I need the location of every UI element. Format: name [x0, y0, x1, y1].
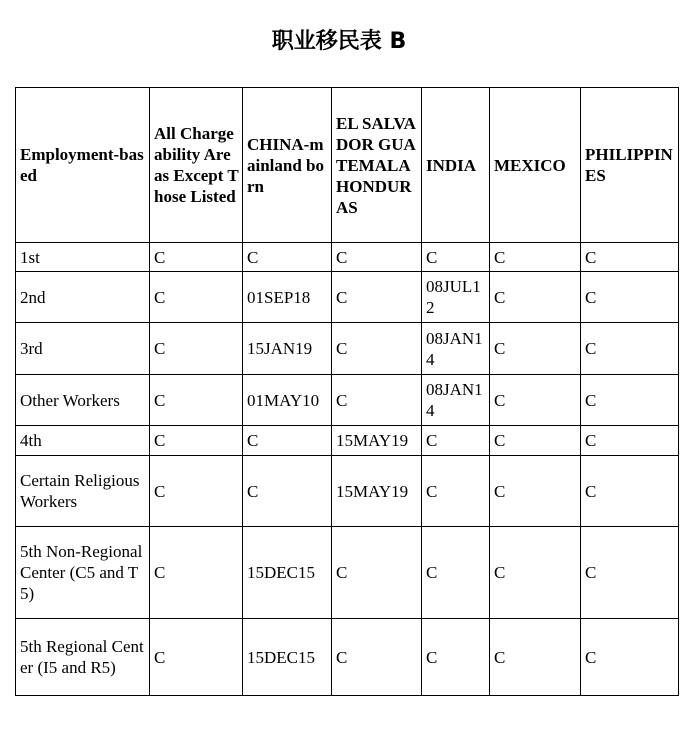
column-header: All Chargeability Areas Except Those Listed: [150, 88, 243, 243]
table-cell: C: [581, 272, 679, 323]
table-cell: C: [422, 527, 490, 619]
table-cell: C: [581, 527, 679, 619]
table-cell: C: [243, 456, 332, 527]
table-cell: C: [332, 527, 422, 619]
table-cell: C: [581, 323, 679, 375]
column-header: PHILIPPINES: [581, 88, 679, 243]
table-cell: C: [332, 619, 422, 696]
table-cell: C: [490, 323, 581, 375]
table-cell: C: [150, 375, 243, 426]
table-cell: C: [332, 323, 422, 375]
row-category: 5th Regional Center (I5 and R5): [16, 619, 150, 696]
visa-bulletin-table: [15, 87, 679, 696]
row-category: 1st: [16, 243, 150, 272]
table-cell: C: [490, 426, 581, 456]
table-cell: C: [490, 456, 581, 527]
column-header: Employment-based: [16, 88, 150, 243]
table-row: [16, 272, 679, 323]
column-header: MEXICO: [490, 88, 581, 243]
row-category: 5th Non-Regional Center (C5 and T5): [16, 527, 150, 619]
table-cell: C: [422, 619, 490, 696]
table-cell: C: [332, 243, 422, 272]
table-cell: 15MAY19: [332, 456, 422, 527]
table-row: [16, 243, 679, 272]
column-header: EL SALVADOR GUATEMALA HONDURAS: [332, 88, 422, 243]
row-category: 2nd: [16, 272, 150, 323]
table-row: [16, 323, 679, 375]
table-row: [16, 456, 679, 527]
table-cell: C: [243, 426, 332, 456]
table-cell: C: [332, 272, 422, 323]
table-row: [16, 426, 679, 456]
table-cell: 15DEC15: [243, 527, 332, 619]
table-cell: C: [150, 527, 243, 619]
table-cell: C: [490, 375, 581, 426]
column-header: INDIA: [422, 88, 490, 243]
table-cell: C: [490, 619, 581, 696]
table-cell: C: [150, 426, 243, 456]
table-row: [16, 527, 679, 619]
row-category: 3rd: [16, 323, 150, 375]
row-category: Certain Religious Workers: [16, 456, 150, 527]
table-cell: C: [150, 323, 243, 375]
table-cell: C: [581, 375, 679, 426]
table-cell: C: [422, 243, 490, 272]
table-cell: C: [422, 456, 490, 527]
table-cell: 08JUL12: [422, 272, 490, 323]
table-cell: C: [150, 456, 243, 527]
table-cell: 08JAN14: [422, 375, 490, 426]
table-cell: C: [243, 243, 332, 272]
row-category: 4th: [16, 426, 150, 456]
table-cell: 01MAY10: [243, 375, 332, 426]
table-cell: C: [422, 426, 490, 456]
page-title: 职业移民表 B: [271, 29, 407, 54]
table-cell: C: [581, 243, 679, 272]
table-row: [16, 375, 679, 426]
column-header: CHINA-mainland born: [243, 88, 332, 243]
table-cell: C: [581, 619, 679, 696]
table-cell: C: [581, 426, 679, 456]
row-category: Other Workers: [16, 375, 150, 426]
table-row: [16, 619, 679, 696]
table-cell: C: [150, 243, 243, 272]
table-cell: 01SEP18: [243, 272, 332, 323]
table-cell: 15DEC15: [243, 619, 332, 696]
table-cell: 15JAN19: [243, 323, 332, 375]
table-cell: C: [150, 619, 243, 696]
table-cell: C: [490, 527, 581, 619]
header-row: [16, 88, 679, 243]
table-cell: 08JAN14: [422, 323, 490, 375]
table-cell: C: [150, 272, 243, 323]
table-cell: C: [581, 456, 679, 527]
table-cell: C: [490, 243, 581, 272]
table-cell: C: [490, 272, 581, 323]
table-cell: 15MAY19: [332, 426, 422, 456]
table-cell: C: [332, 375, 422, 426]
